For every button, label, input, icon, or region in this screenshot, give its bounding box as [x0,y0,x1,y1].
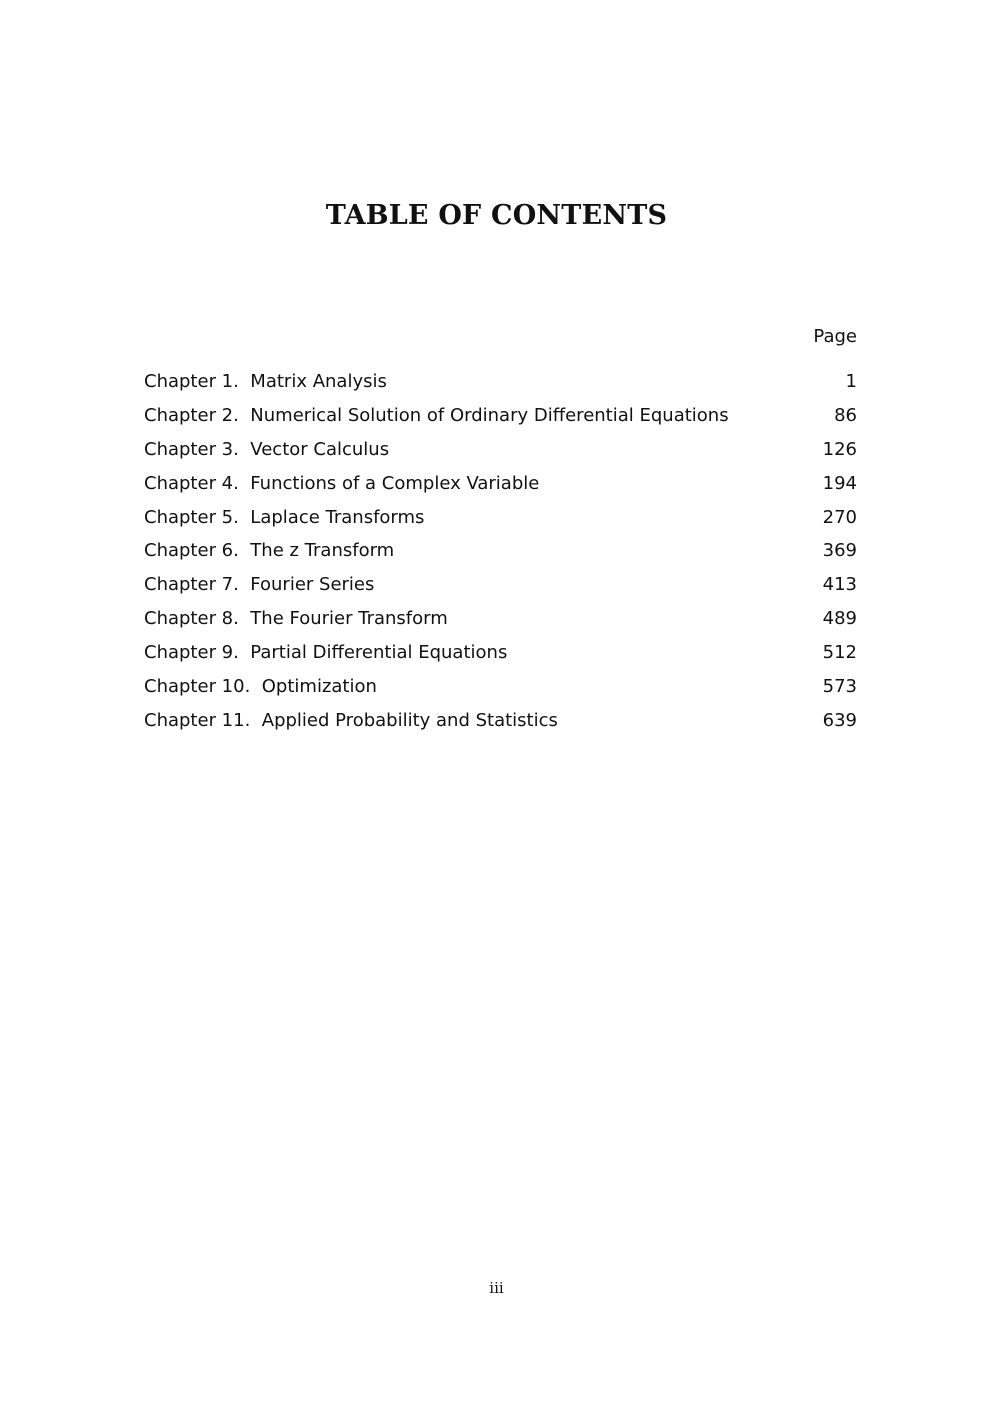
toc-entry-page-number: 573 [822,676,857,698]
toc-entry-chapter-5[interactable] [144,505,857,539]
toc-entry-page-number: 1 [845,371,857,392]
toc-entry-label: Chapter 10. Optimization [144,676,377,698]
toc-entry-page-number: 86 [834,404,857,426]
toc-entry-chapter-4[interactable] [144,471,857,505]
toc-entry-chapter-11[interactable] [144,708,857,742]
page-column-header: Page [813,326,857,347]
toc-entry-chapter-9[interactable] [144,640,857,674]
toc-entry-page-number: 369 [822,540,857,562]
page-title: TABLE OF CONTENTS [325,200,668,231]
toc-entry-page-number: 512 [822,642,857,664]
toc-entry-label: Chapter 7. Fourier Series [144,574,375,596]
toc-entry-page-number: 270 [822,506,857,528]
toc-entry-label: Chapter 9. Partial Differential Equations [144,642,508,664]
toc-entry-label: Chapter 3. Vector Calculus [144,438,390,460]
toc-entry-label: Chapter 4. Functions of a Complex Variable [144,472,540,494]
toc-entry-label: Chapter 11. Applied Probability and Statistics [144,709,558,731]
toc-entry-label: Chapter 8. The Fourier Transform [144,608,448,630]
toc-list [144,369,857,742]
toc-entry-chapter-7[interactable] [144,572,857,606]
toc-entry-chapter-8[interactable] [144,606,857,640]
toc-entry-label: Chapter 6. The z Transform [144,540,395,562]
toc-entry-chapter-2[interactable] [144,403,857,437]
toc-entry-page-number: 413 [822,574,857,596]
toc-entry-chapter-10[interactable] [144,674,857,708]
toc-entry-page-number: 126 [822,438,857,460]
page-number-footer: iii [489,1279,504,1297]
toc-entry-label: Chapter 2. Numerical Solution of Ordinary Differential Equations [144,404,729,426]
toc-entry-page-number: 489 [822,608,857,630]
toc-entry-label: Chapter 1. Matrix Analysis [144,371,387,392]
toc-entry-chapter-3[interactable] [144,437,857,471]
toc-entry-chapter-6[interactable] [144,538,857,572]
toc-entry-page-number: 639 [822,709,857,731]
toc-entry-label: Chapter 5. Laplace Transforms [144,506,425,528]
toc-entry-chapter-1[interactable] [144,369,857,403]
toc-entry-page-number: 194 [822,472,857,494]
